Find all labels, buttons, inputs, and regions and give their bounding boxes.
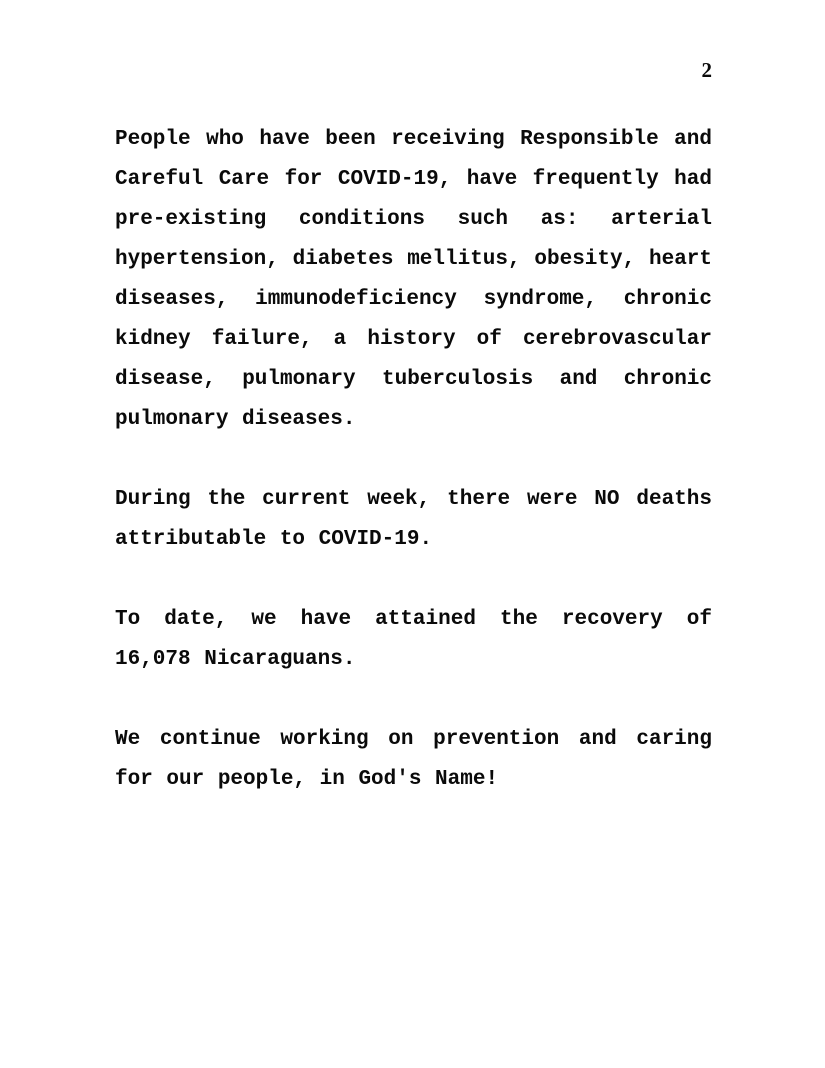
paragraph-preexisting-conditions: People who have been receiving Responsible and Careful Care for COVID-19, have frequently had pre-existing conditions such as: arterial hypertension, diabetes mellitus, obesity, heart diseases, immunodeficiency syndrome, chronic kidney failure, a history of cerebrovascular disease, pulmonary tuberculosis and chronic pulmonary diseases. (115, 128, 712, 431)
paragraph-weekly-deaths: During the current week, there were NO deaths attributable to COVID-19. (115, 488, 712, 551)
page-number: 2 (701, 58, 712, 82)
paragraph-closing: We continue working on prevention and caring for our people, in God's Name! (115, 728, 712, 791)
paragraph-recoveries: To date, we have attained the recovery of 16,078 Nicaraguans. (115, 608, 712, 671)
document-body (115, 120, 712, 800)
